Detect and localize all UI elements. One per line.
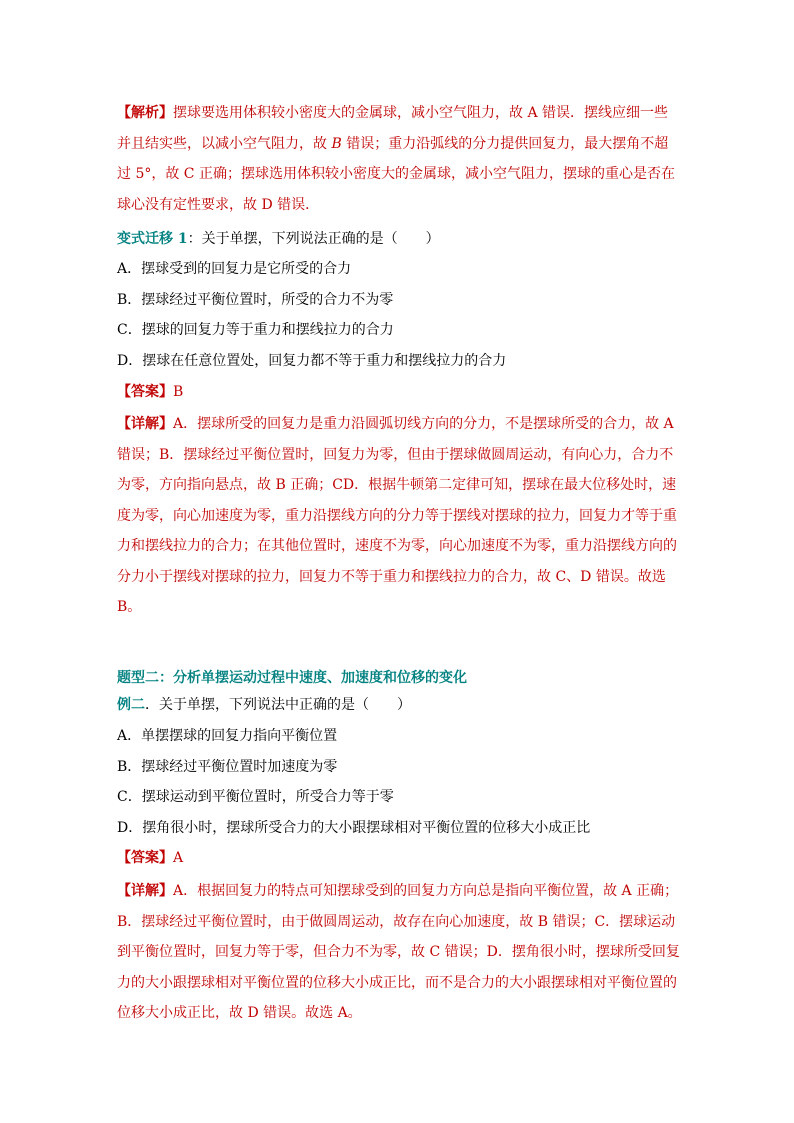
analysis-line-2: 并且结实些，以减小空气阻力，故 B 错误；重力沿弧线的分力提供回复力，最大摆角不超: [117, 135, 669, 152]
variant-option-a: A．摆球受到的回复力是它所受的合力: [117, 261, 352, 277]
example-detail-paragraph: [117, 876, 679, 1029]
analysis-label: 【解析】: [117, 105, 173, 121]
example-detail-line-5: 位移大小成正比，故 D 错误。故选 A。: [117, 1005, 362, 1021]
example-detail-line-4: 力的大小跟摆球相对平衡位置的位移大小成正比，而不是合力的大小跟摆球相对平衡位置的: [117, 974, 677, 991]
example-answer: 【答案】A: [117, 850, 184, 866]
variant-label: 变式迁移 1: [117, 231, 188, 247]
variant-detail-paragraph: [117, 409, 679, 623]
variant-detail-line-3: 为零，方向指向悬点，故 B 正确；CD．根据牛顿第二定律可知，摆球在最大位移处时，速: [117, 477, 677, 493]
example-label: 例二: [117, 697, 145, 713]
variant-option-b: B．摆球经过平衡位置时，所受的合力不为零: [117, 292, 394, 308]
analysis-line-1: 【解析】摆球要选用体积较小密度大的金属球，减小空气阻力，故 A 错误．摆线应细一些: [117, 105, 669, 121]
variant-option-c: C．摆球的回复力等于重力和摆线拉力的合力: [117, 322, 394, 338]
example-option-d: D．摆角很小时，摆球所受合力的大小跟摆球相对平衡位置的位移大小成正比: [117, 820, 591, 836]
example-option-a: A．单摆摆球的回复力指向平衡位置: [117, 728, 338, 744]
example-detail-line-1: 【详解】A．根据回复力的特点可知摆球受到的回复力方向总是指向平衡位置，故 A 正确；: [117, 883, 679, 899]
variant-answer: 【答案】B: [117, 384, 184, 400]
example-question: 例二．关于单摆，下列说法中正确的是（ ）: [117, 697, 411, 713]
variant-detail-line-2: 错误；B．摆球经过平衡位置时，回复力为零，但由于摆球做圆周运动，有向心力，合力不: [117, 446, 674, 463]
example-detail-line-2: B．摆球经过平衡位置时，由于做圆周运动，故存在向心加速度，故 B 错误；C．摆球运动: [117, 913, 676, 930]
variant-detail-line-6: 分力小于摆线对摆球的拉力，回复力不等于重力和摆线拉力的合力，故 C、D 错误。故选: [117, 568, 666, 585]
variant-detail-line-4: 度为零，向心加速度为零，重力沿摆线方向的分力等于摆线对摆球的拉力，回复力才等于重: [117, 507, 677, 524]
variant-question: 变式迁移 1：关于单摆，下列说法正确的是（ ）: [117, 231, 440, 247]
analysis-line-4: 球心没有定性要求，故 D 错误．: [117, 196, 320, 213]
analysis-paragraph: [117, 98, 679, 220]
example-detail-line-3: 到平衡位置时，回复力等于零，但合力不为零，故 C 错误；D．摆角很小时，摆球所受回复: [117, 944, 680, 960]
variant-detail-line-5: 力和摆线拉力的合力；在其他位置时，速度不为零，向心加速度不为零，重力沿摆线方向的: [117, 538, 677, 554]
variant-detail-label: 【详解】: [117, 416, 173, 432]
type2-heading: 题型二：分析单摆运动过程中速度、加速度和位移的变化: [117, 670, 467, 686]
variant-detail-line-1: 【详解】A．摆球所受的回复力是重力沿圆弧切线方向的分力，不是摆球所受的合力，故 A: [117, 416, 674, 432]
analysis-line-3: 过 5°，故 C 正确；摆球选用体积较小密度大的金属球，减小空气阻力，摆球的重心是否在: [117, 166, 675, 182]
example-option-c: C．摆球运动到平衡位置时，所受合力等于零: [117, 789, 394, 805]
variant-detail-line-7: B。: [117, 599, 142, 615]
variant-option-d: D．摆球在任意位置处，回复力都不等于重力和摆线拉力的合力: [117, 353, 507, 369]
example-option-b: B．摆球经过平衡位置时加速度为零: [117, 759, 338, 775]
example-detail-label: 【详解】: [117, 883, 173, 899]
